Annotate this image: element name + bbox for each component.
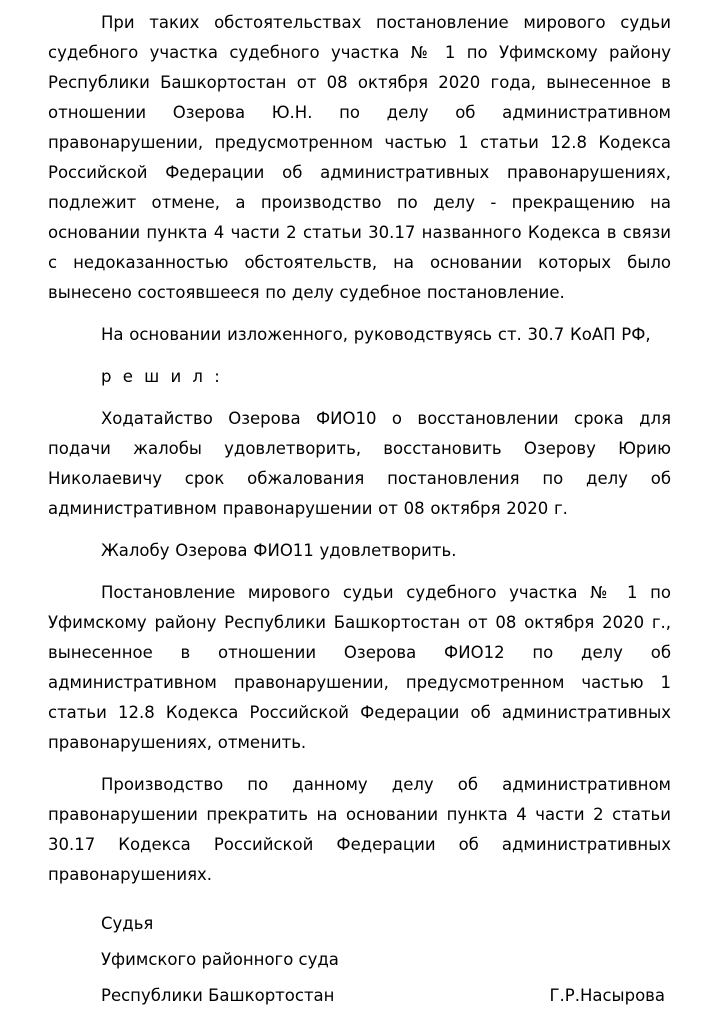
signature-court: Уфимского районного суда (101, 950, 339, 969)
paragraph-legal-basis: На основании изложенного, руководствуясь ст. 30.7 КоАП РФ, (101, 325, 651, 344)
signature-title: Судья (101, 914, 154, 933)
spacer (48, 762, 671, 770)
spacer (48, 312, 671, 320)
spacer (48, 396, 671, 404)
signature-judge-name: Г.Р.Насырова (549, 986, 665, 1005)
spacer (48, 570, 671, 578)
spacer (48, 354, 671, 362)
signature-block (48, 906, 671, 1014)
signature-title-row (48, 906, 671, 942)
ruling-decision-cancelled: Постановление мирового судьи судебного участка № 1 по Уфимскому району Республики Башкортостан от 08 октября 2020 г., вынесенное в отношении Озерова ФИО12 по делу об административном правонарушении, предусмотренном частью 1 статьи 12.8 Кодекса Российской Федерации об административных правонарушениях, отменить. (48, 583, 671, 752)
spacer (48, 528, 671, 536)
signature-region-row (48, 978, 671, 1014)
ruling-complaint-granted: Жалобу Озерова ФИО11 удовлетворить. (101, 541, 457, 560)
resolution-heading: р е ш и л : (101, 367, 223, 386)
paragraph-circumstances: При таких обстоятельствах постановление мирового судьи судебного участка судебного участка № 1 по Уфимскому району Республики Башкортостан от 08 октября 2020 года, вынесенное в отношении Озерова Ю.Н. по делу об административном правонарушении, предусмотренном частью 1 статьи 12.8 Кодекса Российской Федерации об административных правонарушениях, подлежит отмене, а производство по делу - прекращению на основании пункта 4 части 2 статьи 30.17 названного Кодекса в связи с недоказанностью обстоятельств, на основании которых было вынесено состоявшееся по делу судебное постановление. (48, 13, 671, 302)
signature-region: Республики Башкортостан (101, 986, 335, 1005)
ruling-petition-restore-term: Ходатайство Озерова ФИО10 о восстановлении срока для подачи жалобы удовлетворить, восстановить Озерову Юрию Николаевичу срок обжалования постановления по делу об административном правонарушении от 08 октября 2020 г. (48, 409, 671, 518)
signature-court-row (48, 942, 671, 978)
ruling-proceedings-terminated: Производство по данному делу об административном правонарушении прекратить на основании пункта 4 части 2 статьи 30.17 Кодекса Российской Федерации об административных правонарушениях. (48, 775, 671, 884)
